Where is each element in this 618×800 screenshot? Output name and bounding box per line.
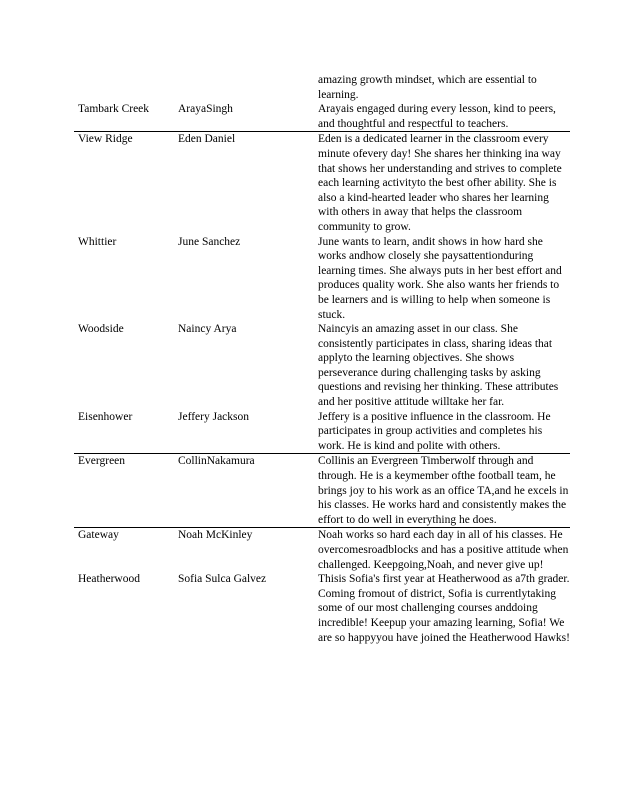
table-row (74, 527, 570, 572)
note-cell: June wants to learn, andit shows in how hard she works andhow closely she paysattentionduring learning times. She always puts in her best effort and produces quality work. She also wants her friends to be learners and is willing to help when someone is stuck. (318, 235, 562, 321)
school-cell: Whittier (78, 235, 117, 248)
school-cell: Gateway (78, 529, 119, 542)
school-cell: Woodside (78, 323, 124, 336)
school-cell: Evergreen (78, 455, 126, 468)
school-cell: Tambark Creek (78, 103, 150, 116)
school-cell: View Ridge (78, 133, 133, 146)
table-row (74, 102, 570, 131)
note-cell: Collinis an Evergreen Timberwolf through and through. He is a keymember ofthe football team, he brings joy to his work as an office TA,and he excels in his classes. He works hard and consistently makes the effort to do well in everything he does. (318, 455, 569, 526)
document-page (74, 73, 570, 645)
student-name-cell: June Sanchez (178, 235, 241, 248)
student-name-cell: Jeffery Jackson (178, 410, 249, 423)
note-cell: Eden is a dedicated learner in the classroom every minute ofevery day! She shares her thinking ina way that shows her understanding and strives to complete each learning activityto the best ofher ability. She is also a kind-hearted leader who shares her learning with others in away that helps the classroom community to grow. (318, 133, 562, 233)
note-cell: Naincyis an amazing asset in our class. She consistently participates in class, sharing ideas that applyto the learning objectives. She shows perseverance during challenging tasks by asking questions and revising her thinking. These attributes and her positive attitude willtake her far. (318, 323, 559, 409)
student-name-cell: Sofia Sulca Galvez (178, 573, 267, 586)
table-row (74, 572, 570, 645)
school-cell: Heatherwood (78, 573, 140, 586)
student-name-cell: ArayaSingh (178, 103, 233, 116)
continued-note: amazing growth mindset, which are essential to learning. (318, 74, 537, 101)
note-cell: Thisis Sofia's first year at Heatherwood as a7th grader. Coming fromout of district, Sofia is currentlytaking some of our most challenging courses anddoing incredible! Keepup your amazing learning, Sofia! We are so happyyou have joined the Heatherwood Hawks! (318, 573, 570, 644)
student-name-cell: Eden Daniel (178, 133, 236, 146)
student-name-cell: CollinNakamura (178, 455, 255, 468)
school-cell: Eisenhower (78, 410, 133, 423)
table-row (74, 410, 570, 454)
note-cell: Arayais engaged during every lesson, kind to peers, and thoughtful and respectful to teachers. (318, 103, 556, 130)
table-row (74, 322, 570, 410)
note-cell: Noah works so hard each day in all of his classes. He overcomesroadblocks and has a positive attitude when challenged. Keepgoing,Noah, and never give up! (318, 529, 569, 571)
table-row (74, 131, 570, 234)
table-row (74, 235, 570, 323)
student-name-cell: Noah McKinley (178, 529, 253, 542)
table-row (74, 453, 570, 527)
student-name-cell: Naincy Arya (178, 323, 237, 336)
note-cell: Jeffery is a positive influence in the classroom. He participates in group activities and completes his work. He is kind and polite with others. (318, 410, 551, 452)
